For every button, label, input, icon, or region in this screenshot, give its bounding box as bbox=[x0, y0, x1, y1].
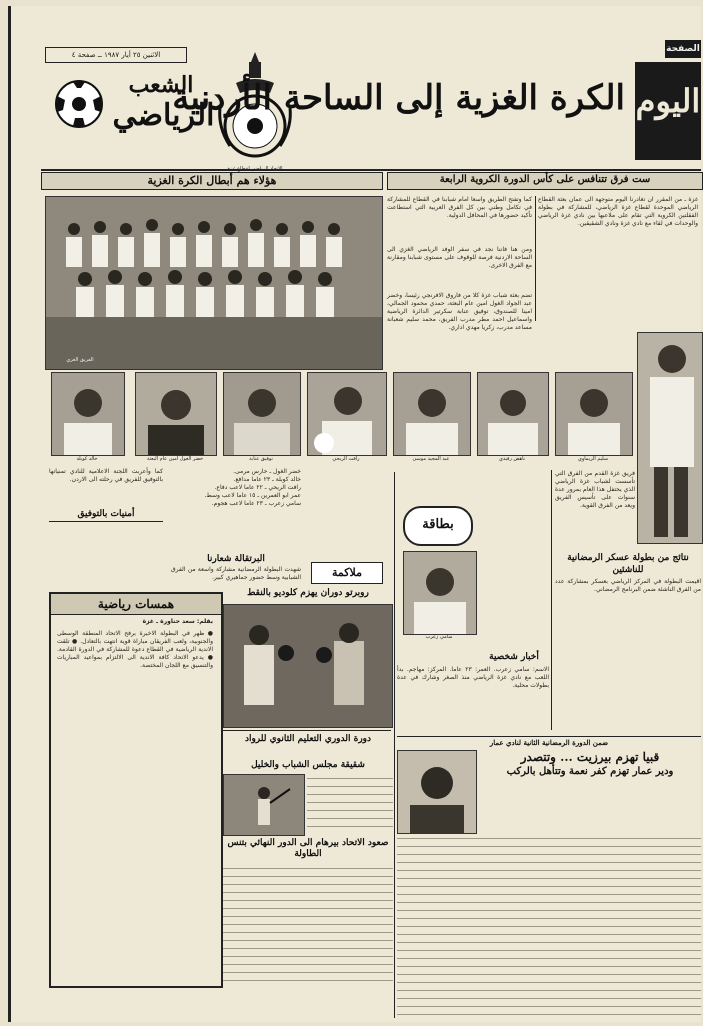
card-tag: بطاقة bbox=[422, 517, 454, 532]
yawm-label: اليوم bbox=[635, 82, 701, 120]
left-bottom-head: دورة الدوري التعليم الثانوي للرواد bbox=[244, 734, 372, 744]
portrait-name: توفيق عنابة bbox=[249, 456, 273, 462]
notes-body: ● ظهر في البطولة الاخيرة برفح الاتحاد المنطقة الوسطى والجنوبية، ولعب الفريقان مباراة قوية انتهت بالتعادل. ● تلقت الاندية الرياضية في القطاع دعوة للمشاركة في الدورة القادمة. ● يدعو الاتحاد كافة الاندية الى الالتزام بمواعيد المباريات والتنسيق مع اللجان المختصة. bbox=[57, 630, 213, 669]
conditions-heading: أمنيات بالتوفيق bbox=[77, 509, 135, 519]
captions-block bbox=[171, 468, 301, 548]
portrait-photo bbox=[307, 372, 387, 456]
ramadan-heading: البرتقالة شعارنا bbox=[207, 554, 265, 564]
brand-big: الرياضي bbox=[112, 98, 215, 133]
bottom-mid-head: قبيا تهزم بيرزيت ... وتتصدر bbox=[520, 750, 660, 764]
sport-body-lines bbox=[223, 866, 393, 986]
right-column-p1: فريق غزة القدم من الفرق التي تأسست لشباب غزة الرياضي الذي يحتفل هذا العام بمرور عدة سنوات على تأسيس الفريق ويعد من الفرق القوية. bbox=[555, 470, 635, 509]
notes-box bbox=[49, 592, 223, 988]
newspaper-page bbox=[8, 6, 701, 1022]
card-title: أخبار شخصية bbox=[489, 652, 539, 662]
bottom-mid-sub: ودير عمار تهزم كفر نعمة وتتأهل بالركب bbox=[506, 766, 674, 777]
left-bottom-sub: شقيقة مجلس الشباب والخليل bbox=[251, 760, 365, 770]
conditions-text: كما وأعربت اللجنة الاعلامية للنادي تمنياتها بالتوفيق للفريق في رحلته الى الاردن. bbox=[49, 468, 163, 483]
team-photo bbox=[45, 196, 383, 370]
portrait-photo bbox=[135, 372, 217, 456]
lead-article-p2: كما وتفتح الطريق واسعا امام شبابنا في القطاع للمشاركة في تكامل وطني بين كل الفرق العربية التي استطاعت تأكيد حضورها في المحافل الدولية. bbox=[387, 196, 532, 219]
right-column-p2: اقيمت البطولة في المركز الرياضي بعسكر بمشاركة عدد من الفرق الناشئة ضمن البرنامج الرمضاني. bbox=[555, 578, 701, 593]
tournament-title: ست فرق تتنافس على كأس الدورة الكروية الرابعة bbox=[439, 174, 651, 185]
tennis-photo bbox=[223, 774, 305, 836]
ramadan-results-heading: نتائج من بطولة عسكر الرمضانية للناشئين bbox=[567, 553, 689, 575]
portrait-photo bbox=[51, 372, 125, 456]
yawm-box bbox=[635, 62, 701, 160]
bottom-body-lines bbox=[397, 836, 701, 1018]
caption-line: سامي زعرب ـ ٢٣ عاما لاعب هجوم. bbox=[211, 500, 301, 507]
portrait-photo bbox=[393, 372, 471, 456]
feature-tag: ملاكمة bbox=[332, 566, 362, 579]
bottom-banner: ضمن الدورة الرمضانية الثانية لنادي عمار bbox=[489, 738, 609, 747]
lead-article-p1: غزة ـ من المقرر ان تغادرنا اليوم متوجهة الى عمان بعثة القطاع الرياضي الموحدة لقطاع غزة الرياضي، للمشاركة في بطولة الفقلتين الكروية التي تقام على ملاعبها بين نادي غزة الرياضي والوحدات في لقاء مع نادي غزة ونادي الشقيقين. bbox=[538, 196, 698, 227]
soccer-ball-icon bbox=[55, 80, 103, 128]
date-line: الاثنين ٢٥ أيار ١٩٨٧ ــ صفحة ٤ bbox=[45, 47, 187, 63]
cutoff-tab: الصفحة bbox=[665, 40, 701, 58]
portrait-name: عبد المجيد موسى bbox=[412, 456, 450, 462]
caption-line: خضر الغول ـ حارس مرمى. bbox=[233, 468, 301, 475]
card-body: الاسم: سامي زعرب. العمر: ٢٣ عاما. المركز: مهاجم. بدأ اللعب مع نادي غزة الرياضي منذ الصغر وشارك في عدة بطولات محلية. bbox=[397, 666, 549, 689]
brand-small: الشعب bbox=[128, 72, 194, 98]
portrait-name: خالد كوبلة bbox=[76, 456, 98, 462]
portrait-photo bbox=[223, 372, 301, 456]
portrait-name: سليم الريماوي bbox=[577, 456, 609, 462]
team-heroes-title: هؤلاء هم أبطال الكرة الغزية bbox=[147, 174, 277, 187]
notes-title: همسات رياضية bbox=[97, 597, 175, 611]
portrait-name: ناهض رفيدي bbox=[498, 456, 526, 462]
feature-headline: روبرتو دوران يهزم كلوديو بالنقط bbox=[247, 588, 369, 598]
team-photo-caption: الفريق الغزي bbox=[66, 357, 94, 363]
portrait-name: رافت الريحي bbox=[332, 456, 360, 462]
boxing-photo bbox=[223, 604, 393, 728]
caption-line: رافت الريحي ـ ٢٢ عاما لاعب دفاع. bbox=[214, 484, 301, 491]
team-heroes-bar bbox=[41, 172, 383, 190]
lead-article-p3: ومن هنا فاننا نجد في سفر الوفد الرياضي الغزي الى الساحة الاردنية فرصة للوقوف على مستوى شبابنا ومقارنة مع الفرق الاخرى. bbox=[387, 246, 532, 269]
left-bottom-body bbox=[307, 776, 393, 830]
notes-title-bar bbox=[50, 593, 222, 615]
card-caption: سامي زعرب bbox=[425, 634, 453, 640]
portrait-photo bbox=[555, 372, 633, 456]
ramadan-body: شهدت البطولة الرمضانية مشاركة واسعة من الفرق الشبابية وسط حضور جماهيري كبير. bbox=[171, 566, 301, 581]
feature-tag-box bbox=[311, 562, 383, 584]
main-headline: الكرة الغزية إلى الساحة الأردنية bbox=[172, 78, 625, 118]
notes-byline: بقلم: سعد حناورة ـ غزة bbox=[142, 618, 213, 625]
tournament-bar bbox=[387, 172, 703, 190]
lead-article-p4: تضم بعثة شباب غزة كلا من فاروق الافرنجي رئيسا، وخضر عبد الجواد الغول امين عام البعثة، حمدي محمود الجمالي، امينا للصندوق، توفيق عنابة سكرتير الدائرة الرياضية واسماعيل احمد مطر مدرب الفريق، محمد سليم شعبانة مساعد مدرب، زكريا مهدي اداري. bbox=[387, 292, 532, 331]
caption-line: عمر ابو العمرين ـ ١٥ عاما لاعب وسط. bbox=[204, 492, 301, 499]
card-tag-box bbox=[403, 506, 473, 546]
sport-head: صعود الاتحاد بيرهام الى الدور النهائي بتنس الطاولة bbox=[227, 838, 389, 859]
portrait-photo bbox=[477, 372, 549, 456]
caption-line: خالد كوبلة ـ ٢٣ عاما مدافع. bbox=[233, 476, 301, 483]
bottom-portrait bbox=[397, 750, 477, 834]
card-photo bbox=[403, 551, 477, 635]
portrait-photo-tall bbox=[637, 332, 703, 544]
portrait-name: خضر الغول امين عام البعثة bbox=[146, 456, 204, 462]
